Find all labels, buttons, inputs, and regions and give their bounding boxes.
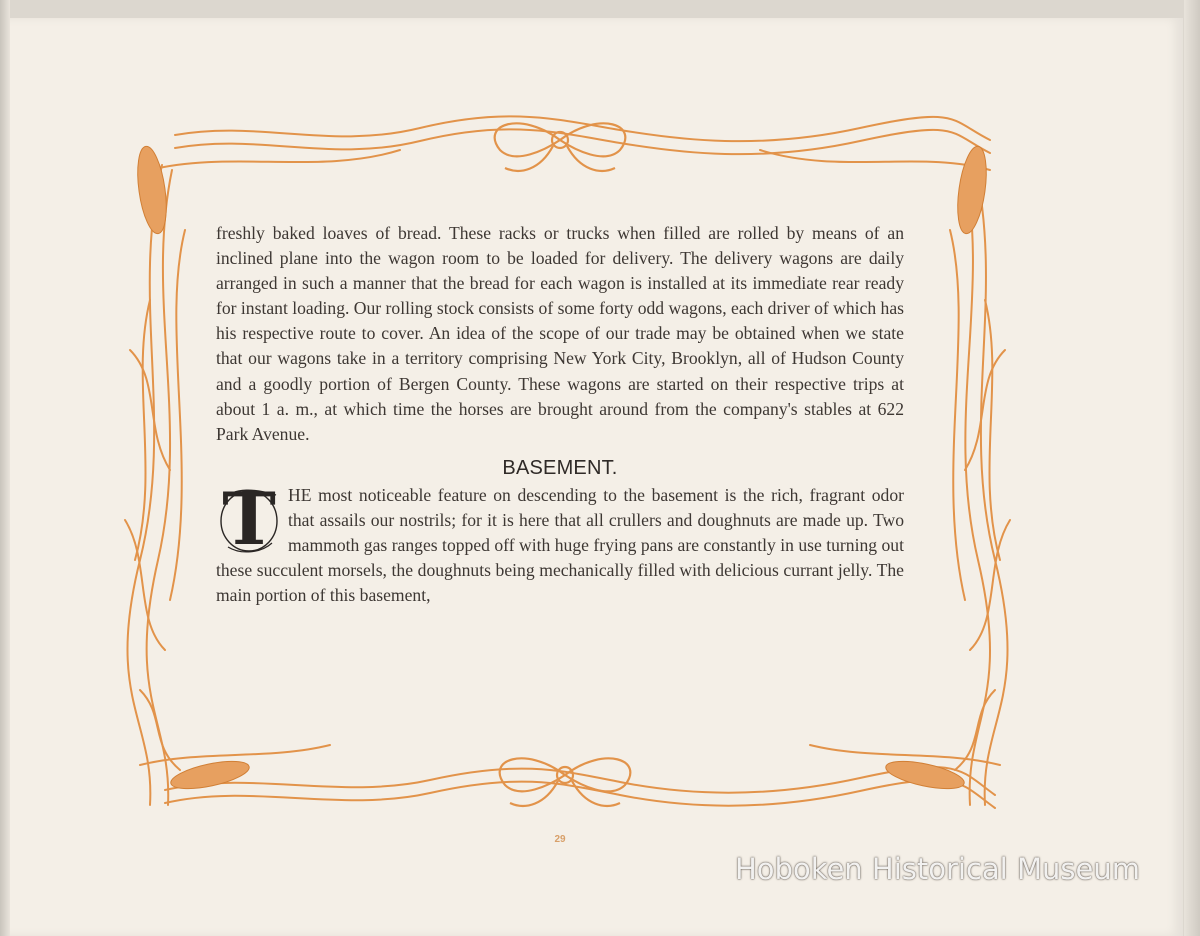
body-paragraph: freshly baked loaves of bread. These racks or trucks when filled are rolled by means of an inclined plane into the wagon room to be loaded for delivery. The delivery wagons are daily arranged in such a manner that the bread for each wagon is installed at its immediate rear ready for instant loading. Our rolling stock consists of some forty odd wagons, each driver of which has his respective route to cover. An idea of the scope of our trade may be obtained when we state that our wagons take in a territory comprising New York City, Brooklyn, all of Hudson County and a goodly portion of Bergen County. These wagons are started on their respective trips at about 1 a. m., at which time the horses are brought around from the company's stables at 622 Park Avenue.: [216, 223, 904, 444]
dropcap-ornament: [216, 475, 282, 561]
text-block: [216, 221, 904, 608]
section-paragraph: HE most noticeable feature on descending to the basement is the rich, fragrant odor that assails our nostrils; for it is here that all crullers and doughnuts are made up. Two mammoth gas ranges topped off with huge frying pans are constantly in use turning out these succulent morsels, the doughnuts being mechanically filled with delicious currant jelly. The main portion of this basement,: [216, 484, 904, 606]
watermark: Hoboken Historical Museum: [735, 852, 1140, 886]
dropcap-letter: T: [222, 475, 276, 561]
section-heading: BASEMENT.: [502, 456, 618, 479]
page-number: 29: [554, 834, 566, 845]
